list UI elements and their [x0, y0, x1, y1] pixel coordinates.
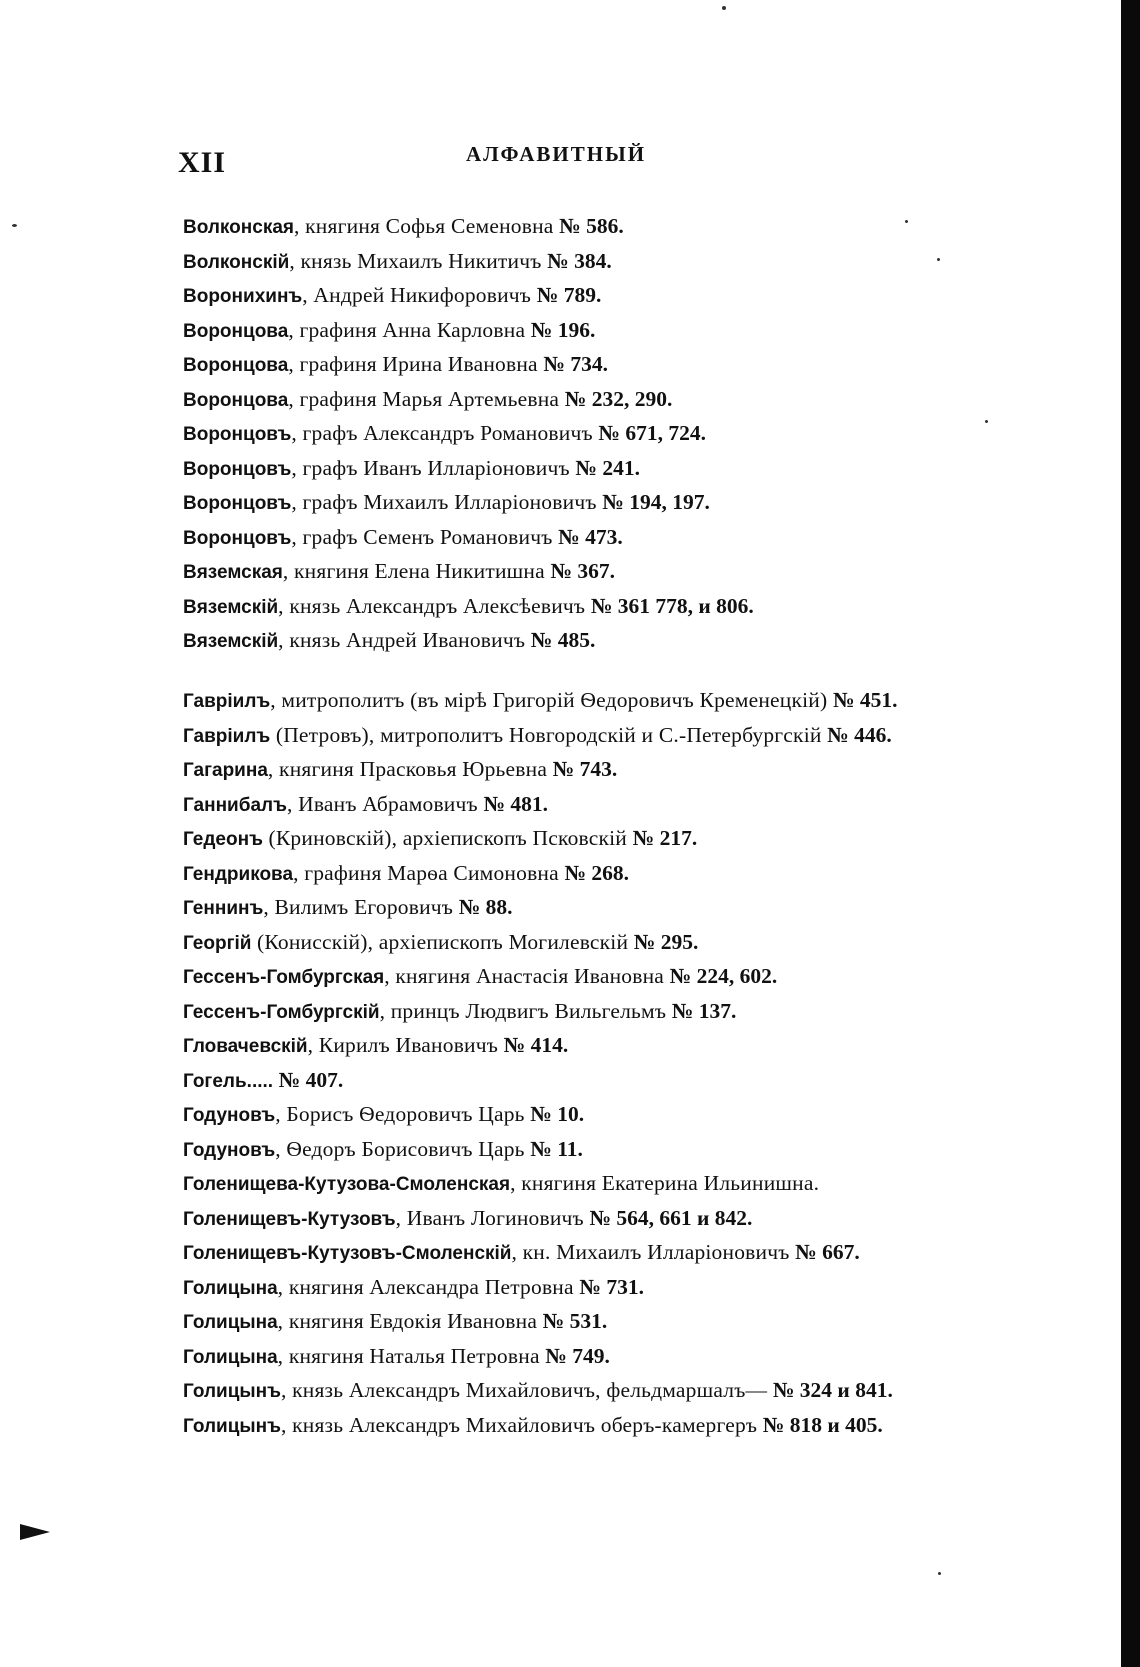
- index-entry: [183, 521, 993, 556]
- entry-name: Волконская: [183, 217, 294, 238]
- entry-name: Гавріилъ: [183, 691, 271, 712]
- entry-reference-number: № 564, 661 и 842.: [589, 1205, 753, 1230]
- entry-description: , княгиня Анастасія Ивановна: [384, 964, 670, 988]
- entry-description: , Борисъ Ѳедоровичъ Царь: [275, 1102, 531, 1126]
- entry-description: , княгиня Елена Никитишна: [282, 559, 551, 583]
- index-section-g: [183, 684, 993, 1443]
- entry-description: , принцъ Людвигъ Вильгельмъ: [379, 998, 672, 1023]
- index-entry: [183, 1133, 993, 1168]
- index-entry: [183, 788, 993, 823]
- entry-reference-number: № 414.: [503, 1033, 569, 1057]
- entry-reference-number: № 586.: [559, 214, 624, 238]
- ink-speck: [905, 220, 908, 223]
- entry-reference-number: № 324 и 841.: [772, 1378, 893, 1402]
- entry-name: Вяземскій: [183, 631, 279, 652]
- entry-reference-number: № 11.: [530, 1136, 583, 1161]
- entry-reference-number: № 734.: [543, 352, 608, 376]
- index-entry: [183, 590, 993, 625]
- entry-name: Георгій: [183, 932, 252, 954]
- entry-description: , графъ Александръ Романовичъ: [291, 421, 599, 445]
- index-entry: [183, 1305, 993, 1340]
- entry-name: Воронцовъ: [183, 424, 292, 445]
- entry-reference-number: № 667.: [795, 1240, 860, 1264]
- entry-description: , митрополитъ (въ мірѣ Григорій Ѳедоровичъ Кременецкій): [270, 688, 833, 712]
- page-number: XII: [178, 146, 227, 179]
- entry-name: Голицынъ: [183, 1415, 281, 1437]
- index-entry: [183, 926, 993, 961]
- ink-speck: [12, 224, 17, 227]
- entry-name: Воронцовъ: [183, 527, 292, 549]
- entry-reference-number: № 485.: [530, 628, 596, 652]
- index-entry: [183, 753, 993, 788]
- entry-name: Годуновъ: [183, 1139, 276, 1161]
- entry-description: (Конисскій), архіепископъ Могилевскій: [251, 929, 634, 954]
- ink-speck: [938, 1572, 941, 1575]
- entry-description: , графъ Семенъ Романовичъ: [291, 524, 559, 549]
- running-title: АЛФАВИТНЫЙ: [466, 142, 647, 166]
- index-entry: [183, 719, 993, 754]
- entry-description: , кн. Михаилъ Илларіоновичъ: [511, 1240, 796, 1264]
- entry-description: , графиня Ирина Ивановна: [288, 352, 544, 376]
- entry-reference-number: № 481.: [483, 791, 549, 816]
- entry-description: , Иванъ Абрамовичъ: [286, 791, 484, 816]
- entry-description: , графъ Михаилъ Илларіоновичъ: [291, 490, 603, 514]
- entry-reference-number: № 473.: [558, 524, 623, 549]
- entry-description: , княгиня Евдокія Ивановна: [277, 1309, 543, 1333]
- index-entry: [183, 210, 993, 245]
- entry-name: Гессенъ-Гомбургскій: [183, 1001, 380, 1023]
- index-entry: [183, 1340, 993, 1375]
- index-entry: [183, 1271, 993, 1306]
- entry-reference-number: № 10.: [530, 1102, 585, 1126]
- entry-description: , князь Александръ Алексѣевичъ: [278, 593, 591, 618]
- entry-description: (Криновскій), архіепископъ Псковскій: [262, 826, 633, 850]
- entry-name: Гедеонъ: [183, 829, 263, 850]
- entry-name: Гагарина: [183, 760, 268, 781]
- margin-arrow-mark: [20, 1524, 50, 1540]
- entry-reference-number: № 407.: [278, 1067, 344, 1092]
- index-entry: [183, 279, 993, 314]
- entry-name: Вяземская: [183, 562, 283, 583]
- entry-reference-number: № 671, 724.: [598, 421, 706, 445]
- index-entry: [183, 452, 993, 487]
- entry-name: Гловачевскій: [183, 1036, 308, 1057]
- index-entry: [183, 684, 993, 719]
- index-entry: [183, 1029, 993, 1064]
- index-entry: [183, 1202, 993, 1237]
- entry-name: Геннинъ: [183, 898, 264, 919]
- entry-description: , графъ Иванъ Илларіоновичъ: [291, 455, 576, 480]
- entry-name: Голицына: [183, 1312, 278, 1333]
- entry-name: Вяземскій: [183, 596, 279, 618]
- entry-name: Воронихинъ: [183, 286, 303, 307]
- entry-description: , княгиня Екатерина Ильинишна.: [510, 1171, 820, 1195]
- index-entry: [183, 1236, 993, 1271]
- index-entry: [183, 1409, 993, 1444]
- index-entry: [183, 383, 993, 418]
- entry-description: (Петровъ), митрополитъ Новгородскій и С.-Петербургскій: [270, 722, 828, 747]
- index-entry: [183, 245, 993, 280]
- index-entry: [183, 348, 993, 383]
- index-entry: [183, 1167, 993, 1202]
- entry-description: , князь Михаилъ Никитичъ: [289, 248, 548, 273]
- entry-description: , графиня Марѳа Симоновна: [293, 860, 565, 885]
- entry-name: Голицына: [183, 1277, 278, 1299]
- entry-reference-number: № 361 778, и 806.: [590, 593, 754, 618]
- entry-description: , Ѳедоръ Борисовичъ Царь: [275, 1136, 531, 1161]
- entry-reference-number: № 295.: [633, 929, 699, 954]
- entry-reference-number: № 88.: [458, 895, 513, 919]
- entry-reference-number: № 232, 290.: [564, 386, 673, 411]
- entry-reference-number: № 743.: [552, 757, 618, 781]
- entry-reference-number: № 789.: [536, 283, 602, 307]
- index-section-v: [183, 210, 993, 659]
- ink-speck: [722, 6, 726, 10]
- index-entry: [183, 857, 993, 892]
- entry-description: , Андрей Никифоровичъ: [302, 283, 537, 307]
- entry-description: , Кирилъ Ивановичъ: [307, 1033, 504, 1057]
- entry-name: Годуновъ: [183, 1105, 276, 1126]
- entry-reference-number: № 137.: [671, 998, 737, 1023]
- entry-name: Голицына: [183, 1346, 278, 1368]
- index-entry: [183, 960, 993, 995]
- entry-reference-number: № 384.: [547, 248, 612, 273]
- entry-description: , графиня Марья Артемьевна: [288, 386, 565, 411]
- scan-edge: [1121, 0, 1140, 1667]
- entry-reference-number: № 446.: [827, 722, 892, 747]
- entry-description: , князь Александръ Михайловичъ, фельдмаршалъ—: [280, 1378, 773, 1402]
- entry-name: Ганнибалъ: [183, 794, 287, 816]
- entry-reference-number: № 531.: [542, 1309, 608, 1333]
- entry-reference-number: № 217.: [632, 826, 698, 850]
- index-entry: [183, 486, 993, 521]
- entry-name: Голенищевъ-Кутузовъ: [183, 1208, 396, 1230]
- entry-name: Голенищева-Кутузова-Смоленская: [183, 1174, 511, 1195]
- entry-reference-number: № 367.: [550, 559, 616, 583]
- index-entry: [183, 555, 993, 590]
- entry-reference-number: № 731.: [579, 1274, 644, 1299]
- entry-reference-number: № 196.: [530, 317, 596, 342]
- entry-description: , князь Александръ Михайловичъ оберъ-камергеръ: [280, 1412, 763, 1437]
- entry-description: , Иванъ Логиновичъ: [395, 1205, 590, 1230]
- entry-description: , княгиня Александра Петровна: [277, 1274, 580, 1299]
- entry-name: Гендрикова: [183, 863, 294, 885]
- index-entry: [183, 822, 993, 857]
- index-entry: [183, 624, 993, 659]
- entry-name: Воронцова: [183, 389, 289, 411]
- entry-name: Гессенъ-Гомбургская: [183, 967, 385, 988]
- entry-name: Воронцова: [183, 320, 289, 342]
- entry-description: , графиня Анна Карловна: [288, 317, 531, 342]
- entry-reference-number: № 451.: [832, 688, 898, 712]
- entry-reference-number: № 241.: [575, 455, 641, 480]
- entry-description: , княгиня Наталья Петровна: [277, 1343, 546, 1368]
- entry-description: , княгиня Прасковья Юрьевна: [267, 757, 553, 781]
- index-entry: [183, 1374, 993, 1409]
- entry-description: , князь Андрей Ивановичъ: [278, 628, 531, 652]
- entry-name: Воронцовъ: [183, 493, 292, 514]
- entry-name: Голенищевъ-Кутузовъ-Смоленскій: [183, 1243, 512, 1264]
- entry-name: Волконскій: [183, 251, 290, 273]
- ink-speck: [985, 420, 988, 423]
- entry-name: Гогель.....: [183, 1070, 274, 1092]
- entry-name: Воронцова: [183, 355, 289, 376]
- entry-name: Воронцовъ: [183, 458, 292, 480]
- ink-speck: [937, 258, 940, 261]
- entry-name: Гавріилъ: [183, 725, 271, 747]
- index-entry: [183, 995, 993, 1030]
- entry-reference-number: № 749.: [545, 1343, 610, 1368]
- index-entry: [183, 417, 993, 452]
- entry-name: Голицынъ: [183, 1381, 281, 1402]
- index-entry: [183, 1098, 993, 1133]
- index-entry: [183, 1064, 993, 1099]
- entry-reference-number: № 818 и 405.: [762, 1412, 883, 1437]
- index-entry: [183, 891, 993, 926]
- entry-reference-number: № 224, 602.: [669, 964, 778, 988]
- entry-reference-number: № 194, 197.: [602, 490, 710, 514]
- entry-reference-number: № 268.: [564, 860, 630, 885]
- index-entry: [183, 314, 993, 349]
- entry-description: , Вилимъ Егоровичъ: [263, 895, 459, 919]
- entry-description: , княгиня Софья Семеновна: [294, 214, 560, 238]
